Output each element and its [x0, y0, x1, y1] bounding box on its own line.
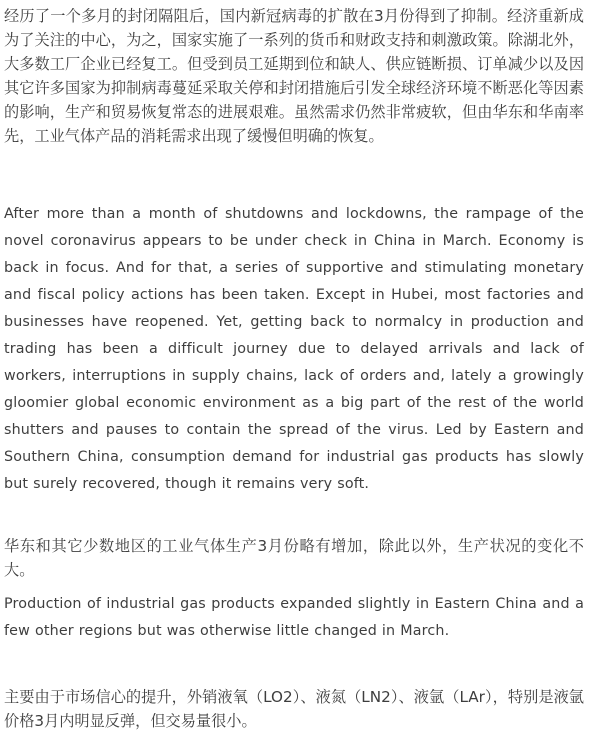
paragraph-chinese-prices: 主要由于市场信心的提升，外销液氧（LO2）、液氮（LN2）、液氩（LAr），特别是液氩价格3月内明显反弹，但交易量很小。 — [4, 688, 584, 730]
paragraph-english-production: Production of industrial gas products expanded slightly in Eastern China and a few other regions but was otherwise little changed in March. — [4, 596, 584, 639]
paragraph-english-overview: After more than a month of shutdowns and lockdowns, the rampage of the novel coronavirus appears to be under check in China in March. Economy is back in focus. And for that, a series of supportive and stimulating monetary and fiscal policy actions has been taken. Except in Hubei, most factories and businesses have reopened. Yet, getting back to normalcy in production and trading has been a difficult journey due to delayed arrivals and lack of workers, interruptions in supply chains, lack of orders and, lately a growingly gloomier global economic environment as a big part of the rest of the world shutters and pauses to contain the spread of the virus. Led by Eastern and Southern China, consumption demand for industrial gas products has slowly but surely recovered, though it remains very soft. — [4, 206, 584, 492]
paragraph-chinese-production: 华东和其它少数地区的工业气体生产3月份略有增加，除此以外，生产状况的变化不大。 — [4, 537, 584, 579]
paragraph-chinese-overview: 经历了一个多月的封闭隔阻后，国内新冠病毒的扩散在3月份得到了抑制。经济重新成为了关注的中心，为之，国家实施了一系列的货币和财政支持和刺激政策。除湖北外，大多数工厂企业已经复工。但受到员工延期到位和缺人、供应链断损、订单减少以及因其它许多国家为抑制病毒蔓延采取关停和封闭措施后引发全球经济环境不断恶化等因素的影响，生产和贸易恢复常态的进展艰难。虽然需求仍然非常疲软，但由华东和华南率先，工业气体产品的消耗需求出现了缓慢但明确的恢复。 — [4, 7, 584, 145]
